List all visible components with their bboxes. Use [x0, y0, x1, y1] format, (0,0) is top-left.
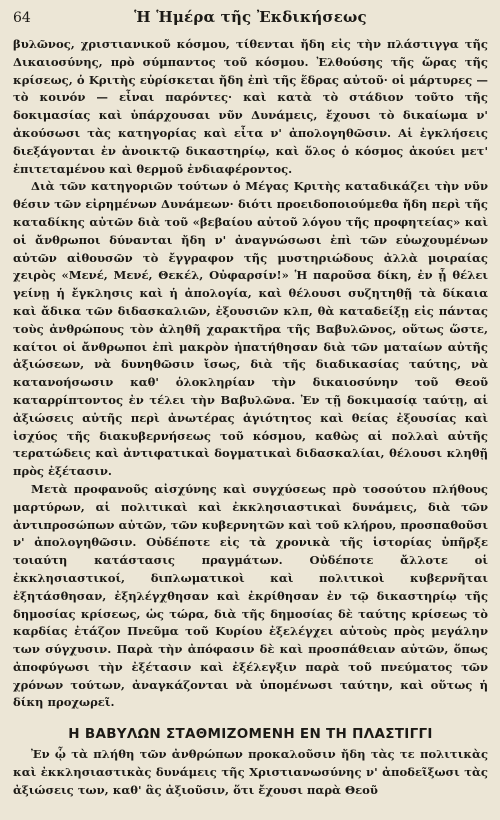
paragraph-confusion: Μετὰ προφανοῦς αἰσχύνης καὶ συγχύσεως πρὸ τοσούτου πλήθους μαρτύρων, αἱ πολιτικαὶ καὶ ἐκκλησιαστικαὶ δυνάμεις, διὰ τῶν ἀντιπροσώπων αὐτῶν, τῶν κυβερνητῶν καὶ τοῦ κλήρου, προσπαθοῦσι ν' ἀπολογηθῶσιν. Οὐδέποτε εἰς τὰ χρονικὰ τῆς ἱστορίας ὑπῆρξε τοιαύτη κατάστασις πραγμάτων. Οὐδέποτε ἄλλοτε οἱ ἐκκλησιαστικοί, διπλωματικοὶ καὶ πολιτικοὶ κυβερνῆται ἐξητάσθησαν, ἐξηλέγχθησαν καὶ ἐκρίθησαν ἐν τῷ δικαστηρίῳ τῆς δημοσίας κρίσεως, ὡς τώρα, διὰ τῆς δημοσίας δὲ ταύτης κρίσεως τὸ καρδίας ἐτάζον Πνεῦμα τοῦ Κυρίου ἐξελέγχει αὐτοὺς πρὸς μεγάλην των σύγχυσιν. Παρὰ τὴν ἀπόφασιν δὲ καὶ προσπάθειαν αὐτῶν, ὅπως ἀποφύγωσι τὴν ἐξέτασιν καὶ ἐξέλεγξιν παρὰ τοῦ πνεύματος τῶν χρόνων τούτων, ἀναγκάζονται νὰ ὑπομένωσι ταύτην, καὶ οὕτως ἡ δίκη προχωρεῖ. [13, 481, 488, 710]
running-title: Ἡ Ἡμέρα τῆς Ἐκδικήσεως [134, 8, 367, 26]
paragraph-continuation: βυλῶνος, χριστιανικοῦ κόσμου, τίθενται ἤδη εἰς τὴν πλάστιγγα τῆς Δικαιοσύνης, πρὸ σύμπαντος τοῦ κόσμου. Ἐλθούσης τῆς ὥρας τῆς κρίσεως, ὁ Κριτὴς εὑρίσκεται ἤδη ἐπὶ τῆς ἕδρας αὐτοῦ· οἱ μάρτυρες — τὸ κοινόν — εἶναι παρόντες· καὶ κατὰ τὸ στάδιον τοῦτο τῆς δοκιμασίας καὶ ὑπάρχουσαι νῦν Δυνάμεις, ἔχουσι τὸ δικαίωμα ν' ἀκούσωσι τὰς κατηγορίας καὶ εἶτα ν' ἀπολογηθῶσιν. Αἱ ἐγκλήσεις διεξάγονται ἐν ἀνοικτῷ δικαστηρίῳ, καὶ ὅλος ὁ κόσμος ἀκούει μετ' ἐπιτεταμένου καὶ θερμοῦ ἐνδιαφέροντος. [13, 37, 488, 176]
paragraph-section-opening: Ἐν ᾧ τὰ πλήθη τῶν ἀνθρώπων προκαλοῦσιν ἤδη τὰς τε πολιτικὰς καὶ ἐκκλησιαστικὰς δυνάμεις τῆς Χριστιανωσύνης ν' ἀποδεῖξωσι τὰς ἀξιώσεις των, καθ' ἃς ἀξιοῦσιν, ὅτι ἔχουσι παρὰ Θεοῦ [13, 747, 488, 797]
page-header [13, 8, 488, 36]
page-number: 64 [13, 10, 31, 26]
section-heading: Η ΒΑΒΥΛΩΝ ΣΤΑΘΜΙΖΟΜΕΝΗ ΕΝ ΤΗ ΠΛΑΣΤΙΓΓΙ [68, 726, 433, 743]
paragraph-judgment: Διὰ τῶν κατηγοριῶν τούτων ὁ Μέγας Κριτὴς καταδικάζει τὴν νῦν θέσιν τῶν εἰρημένων Δυνάμεων· διότι προειδοποιούμεθα ἤδη περὶ τῆς καταδίκης αὐτῶν διὰ τοῦ «βεβαίου αὐτοῦ λόγου τῆς προφητείας» καὶ οἱ ἄνθρωποι δύνανται ἤδη ν' ἀναγνώσωσι ἐπὶ τῶν εὐωχουμένων αὐτῶν αἰθουσῶν τὸ ἔγγραφον τῆς μυστηριώδους ἀλλὰ μοιραίας χειρὸς «Μενέ, Μενέ, Θεκέλ, Οὐφαρσίν!» Ἡ παροῦσα δίκη, ἐν ᾗ θέλει γείνῃ ἡ ἔγκλησις καὶ ἡ ἀπολογία, καὶ θέλουσι συζητηθῇ τὰ δίκαια καὶ ἄδικα τῶν διδασκαλιῶν, ἐξουσιῶν κλπ, θὰ καταδείξῃ εἰς πάντας τοὺς ἀνθρώπους τὸν ἀληθῆ χαρακτῆρα τῆς Βαβυλῶνος, οὕτως ὥστε, καίτοι οἱ ἄνθρωποι ἐπὶ μακρὸν ἠπατήθησαν διὰ τῶν ματαίων αὐτῆς ἀξιώσεων, νὰ δυνηθῶσιν ἴσως, διὰ τῆς διαδικασίας ταύτης, νὰ κατανοήσωσιν καθ' ὁλοκληρίαν τὴν δικαιοσύνην τοῦ Θεοῦ καταρρίπτοντος ἐν τέλει τὴν Βαβυλῶνα. Ἐν τῇ δοκιμασίᾳ ταύτῃ, αἱ ἀξιώσεις αὐτῆς περὶ ἀνωτέρας ἁγιότητος καὶ θείας ἐξουσίας καὶ ἰσχύος τῆς διακυβερνήσεως τοῦ κόσμου, καθὼς αἱ πολλαὶ αὐτῆς τερατώδεις καὶ ἀντιφατικαὶ δογματικαὶ διδασκαλίαι, θέλουσι κληθῇ πρὸς ἐξέτασιν. [13, 179, 488, 479]
